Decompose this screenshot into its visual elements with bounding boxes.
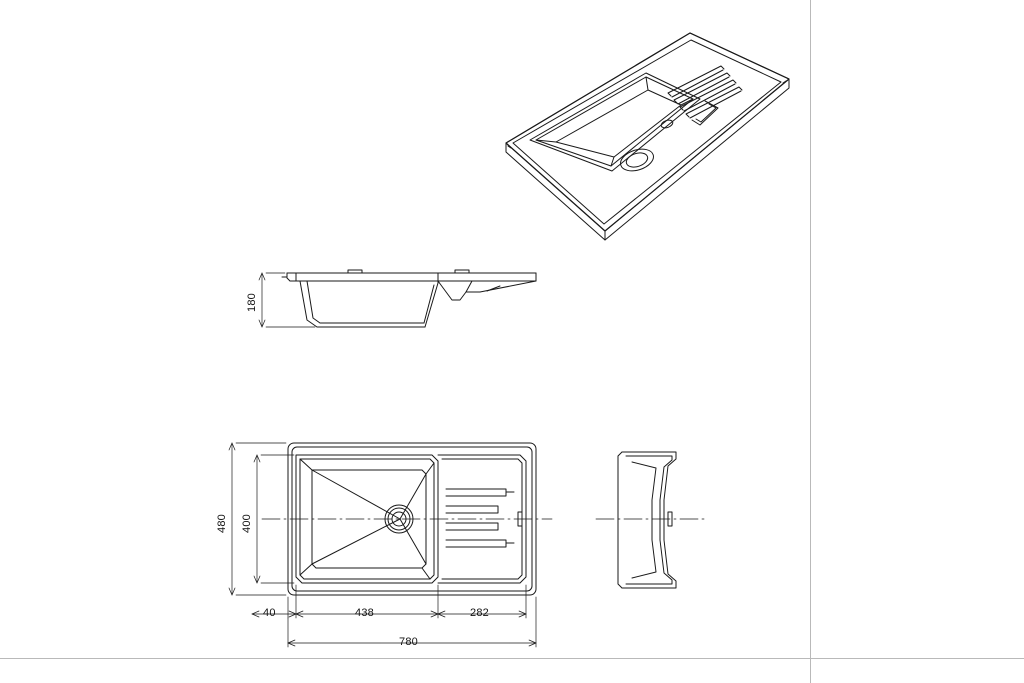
dim-label-400: 400 (241, 514, 253, 533)
end-view-geometry (596, 452, 706, 588)
dim-label-180: 180 (246, 293, 258, 312)
side-section-view-geometry (282, 270, 536, 327)
isometric-view-geometry (506, 33, 789, 240)
dim-label-40: 40 (263, 607, 276, 619)
dim-label-438: 438 (355, 607, 374, 619)
dim-label-282: 282 (470, 607, 489, 619)
dim-label-780: 780 (399, 636, 418, 648)
top-view-geometry (262, 443, 552, 595)
dim-label-480: 480 (216, 514, 228, 533)
